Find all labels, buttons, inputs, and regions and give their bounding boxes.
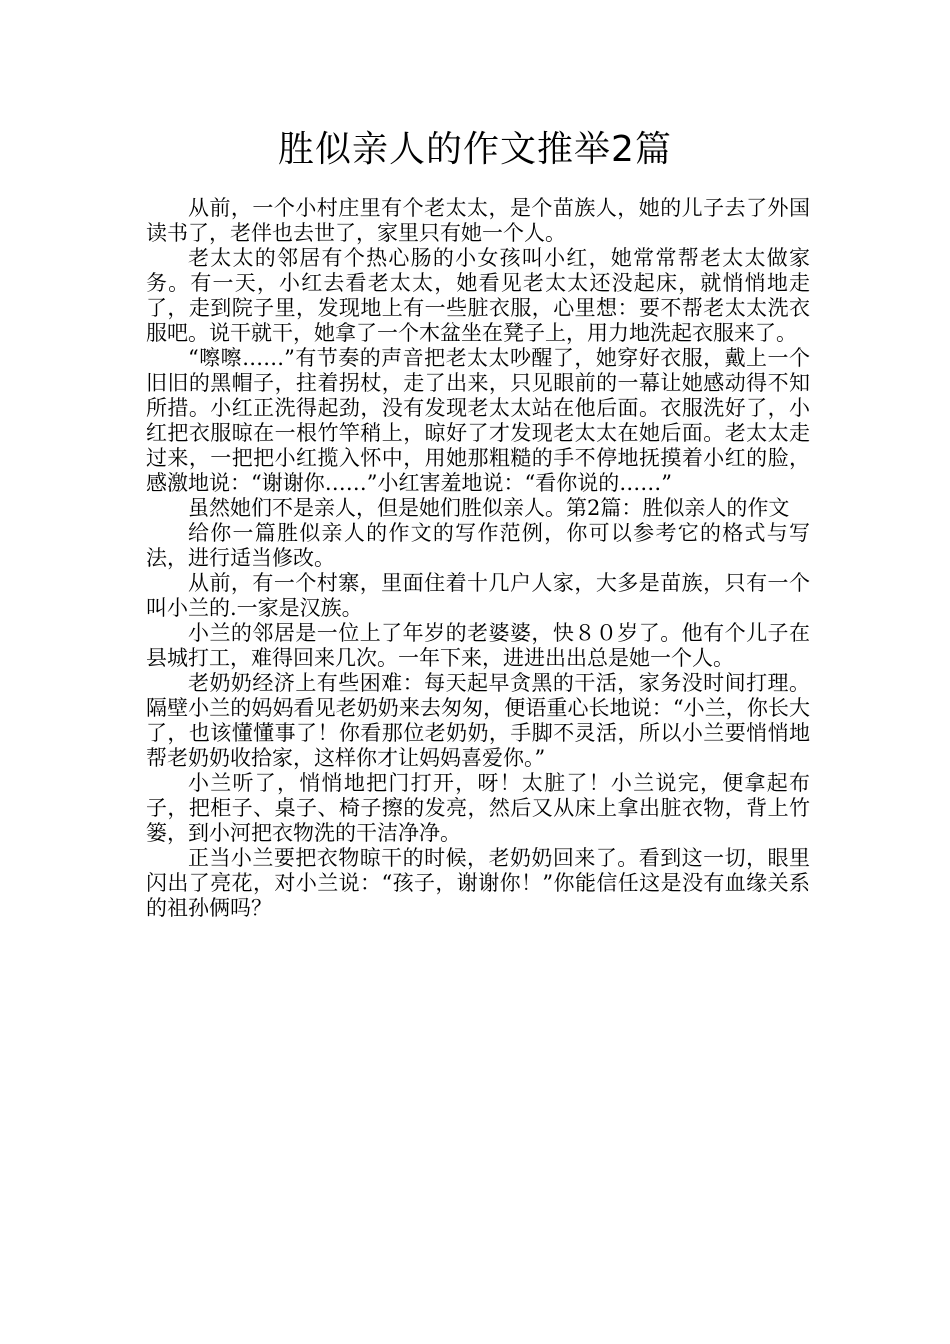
paragraph-1: 从前，一个小村庄里有个老太太，是个苗族人，她的儿子去了外国读书了，老伴也去世了，家里只有她一个人。 <box>146 196 810 245</box>
paragraph-7: 小兰的邻居是一位上了年岁的老婆婆，快８０岁了。他有个儿子在县城打工，难得回来几次。一年下来，进进出出总是她一个人。 <box>146 621 810 670</box>
paragraph-8: 老奶奶经济上有些困难：每天起早贪黑的干活，家务没时间打理。隔壁小兰的妈妈看见老奶奶来去匆匆，便语重心长地说：“小兰，你长大了，也该懂懂事了！你看那位老奶奶，手脚不灵活，所以小兰要悄悄地帮老奶奶收拾家，这样你才让妈妈喜爱你。” <box>146 671 810 770</box>
paragraph-6: 从前，有一个村寨，里面住着十几户人家，大多是苗族，只有一个叫小兰的.一家是汉族。 <box>146 571 810 620</box>
paragraph-2: 老太太的邻居有个热心肠的小女孩叫小红，她常常帮老太太做家务。有一天，小红去看老太太，她看见老太太还没起床，就悄悄地走了，走到院子里，发现地上有一些脏衣服，心里想：要不帮老太太洗衣服吧。说干就干，她拿了一个木盆坐在凳子上，用力地洗起衣服来了。 <box>146 246 810 345</box>
document-title: 胜似亲人的作文推举2篇 <box>278 129 672 170</box>
paragraph-10: 正当小兰要把衣物晾干的时候，老奶奶回来了。看到这一切，眼里闪出了亮花，对小兰说：“孩子，谢谢你！”你能信任这是没有血缘关系的祖孙俩吗？ <box>146 846 810 920</box>
paragraph-9: 小兰听了，悄悄地把门打开，呀！太脏了！小兰说完，便拿起布子，把柜子、桌子、椅子擦的发亮，然后又从床上拿出脏衣物，背上竹篓，到小河把衣物洗的干洁净净。 <box>146 771 810 845</box>
paragraph-4: 虽然她们不是亲人，但是她们胜似亲人。第2篇：胜似亲人的作文 <box>188 496 790 520</box>
document-body <box>146 196 810 921</box>
paragraph-5: 给你一篇胜似亲人的作文的写作范例，你可以参考它的格式与写法，进行适当修改。 <box>146 521 810 570</box>
paragraph-3: “嚓嚓……”有节奏的声音把老太太吵醒了，她穿好衣服，戴上一个旧旧的黑帽子，拄着拐杖，走了出来，只见眼前的一幕让她感动得不知所措。小红正洗得起劲，没有发现老太太站在他后面。衣服洗好了，小红把衣服晾在一根竹竿稍上，晾好了才发现老太太在她后面。老太太走过来，一把把小红揽入怀中，用她那粗糙的手不停地抚摸着小红的脸，感激地说：“谢谢你……”小红害羞地说：“看你说的……” <box>146 346 810 495</box>
